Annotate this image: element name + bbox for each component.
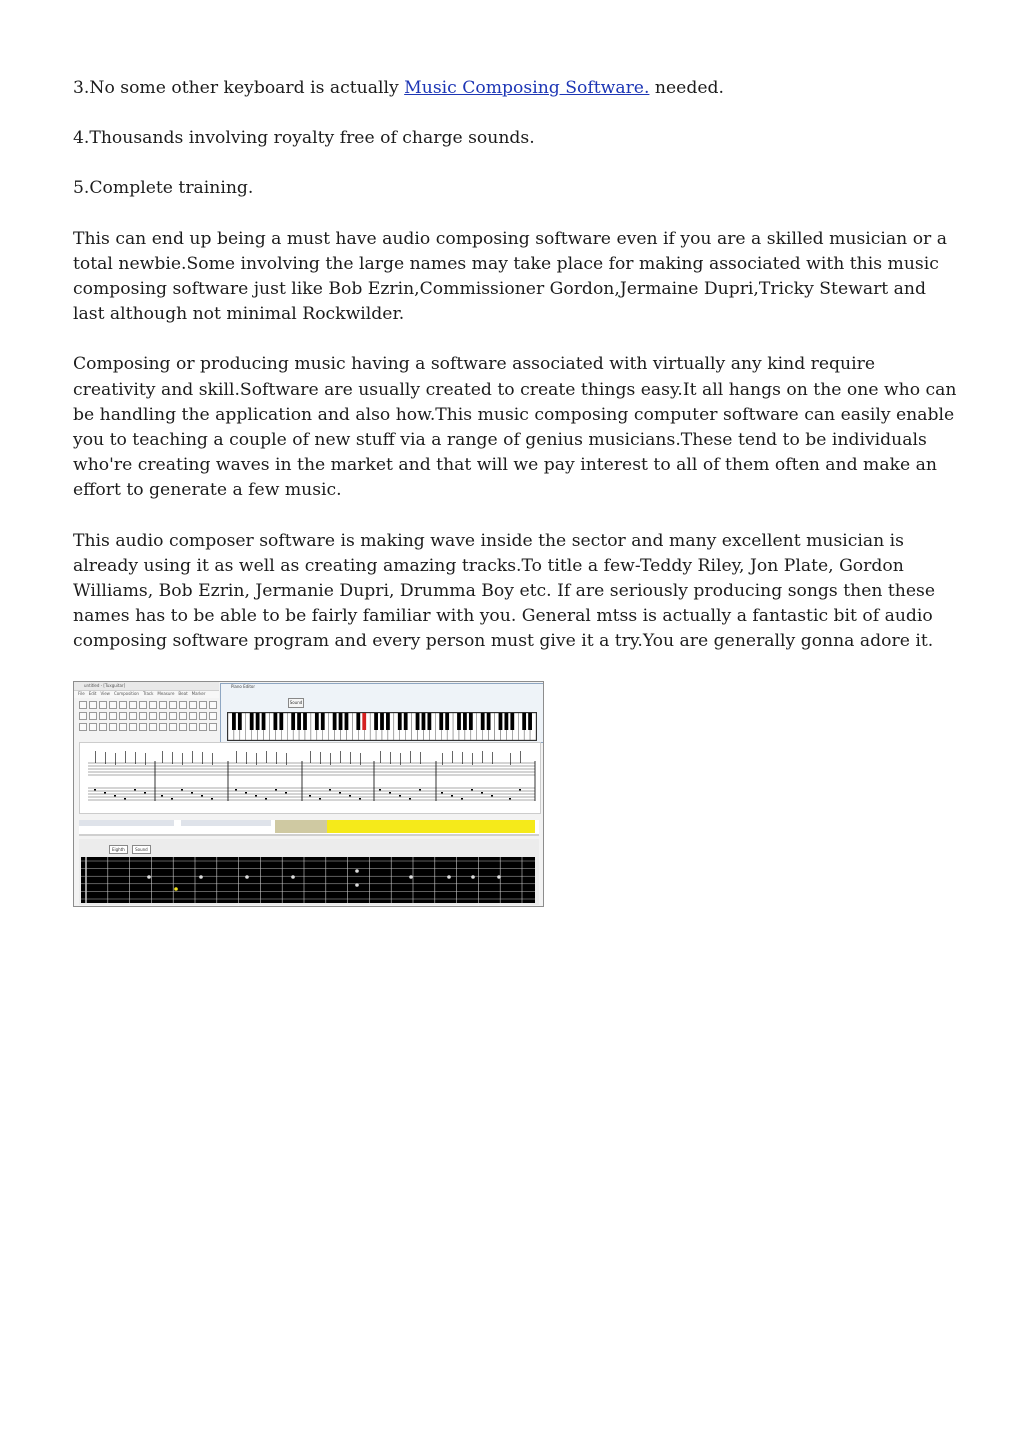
- fret-sound-button[interactable]: Sound: [132, 845, 151, 854]
- piano-keyboard: [227, 712, 537, 741]
- paragraph-5: Composing or producing music having a software associated with virtually any kind require creativity and skill.Software are usually created to create things easy.It all hangs on the one who can be handling the application and also how.This music composing computer software can easily enable you to teaching a couple of new stuff via a range of genius musicians.These tend to be individuals who're creating waves in the market and that will we pay interest to all of them often and make an effort to generate a few music.: [73, 354, 957, 501]
- fretboard: [81, 857, 535, 903]
- app-toolbar-1: [78, 700, 218, 709]
- menu-item[interactable]: Edit: [88, 691, 97, 696]
- paragraph-2: 4.Thousands involving royalty free of charge sounds.: [73, 128, 535, 149]
- paragraph-4: This can end up being a must have audio composing software even if you are a skilled musician or a total newbie.Some involving the large names may take place for making associated with this music composing software just like Bob Ezrin,Commissioner Gordon,Jermaine Dupri,Tricky Stewart and last although not minimal Rockwilder.: [73, 228, 947, 325]
- fretboard-controls: [109, 845, 154, 853]
- piano-editor-title: [223, 684, 542, 692]
- app-toolbar-2: [78, 711, 218, 720]
- menu-item[interactable]: Marker: [191, 691, 206, 696]
- fret-duration-select[interactable]: Eighth: [109, 845, 128, 854]
- paragraph-text: 3.No some other keyboard is actually: [73, 78, 405, 98]
- tablature-score: [79, 742, 541, 814]
- paragraph-3: 5.Complete training.: [73, 178, 254, 199]
- app-menubar: [74, 691, 219, 698]
- piano-sound-button[interactable]: Sound: [288, 698, 304, 708]
- menu-item[interactable]: Measure: [157, 691, 175, 696]
- piano-editor-title-text: Piano Editor: [231, 684, 255, 689]
- paragraph-6: This audio composer software is making wave inside the sector and many excellent musician is already using it as well as creating amazing tracks.To title a few-Teddy Riley, Jon Plate, Gordon Williams, Bob Ezrin, Jermanie Dupri, Drumma Boy etc. If are seriously producing songs then these names has to be able to be fairly familiar with you. General mtss is actually a fantastic bit of audio composing software program and every person must give it a try.You are generally gonna adore it.: [73, 530, 936, 652]
- menu-item[interactable]: View: [100, 691, 110, 696]
- track-list: [79, 820, 539, 836]
- app-titlebar: [74, 682, 219, 691]
- music-composing-software-link[interactable]: Music Composing Software.: [404, 78, 650, 98]
- menu-item[interactable]: File: [78, 691, 85, 696]
- fretboard-panel: [79, 839, 539, 905]
- document-body: [73, 76, 958, 680]
- app-toolbar-3: [78, 722, 218, 731]
- menu-item[interactable]: Beat: [178, 691, 188, 696]
- paragraph-1: [73, 76, 958, 101]
- app-title: untitled - [Tuxguitar]: [84, 683, 126, 688]
- menu-item[interactable]: Track: [142, 691, 154, 696]
- paragraph-text: needed.: [649, 78, 724, 98]
- software-screenshot: [73, 681, 544, 907]
- piano-editor-window: [220, 683, 544, 743]
- menu-item[interactable]: Composition: [113, 691, 139, 696]
